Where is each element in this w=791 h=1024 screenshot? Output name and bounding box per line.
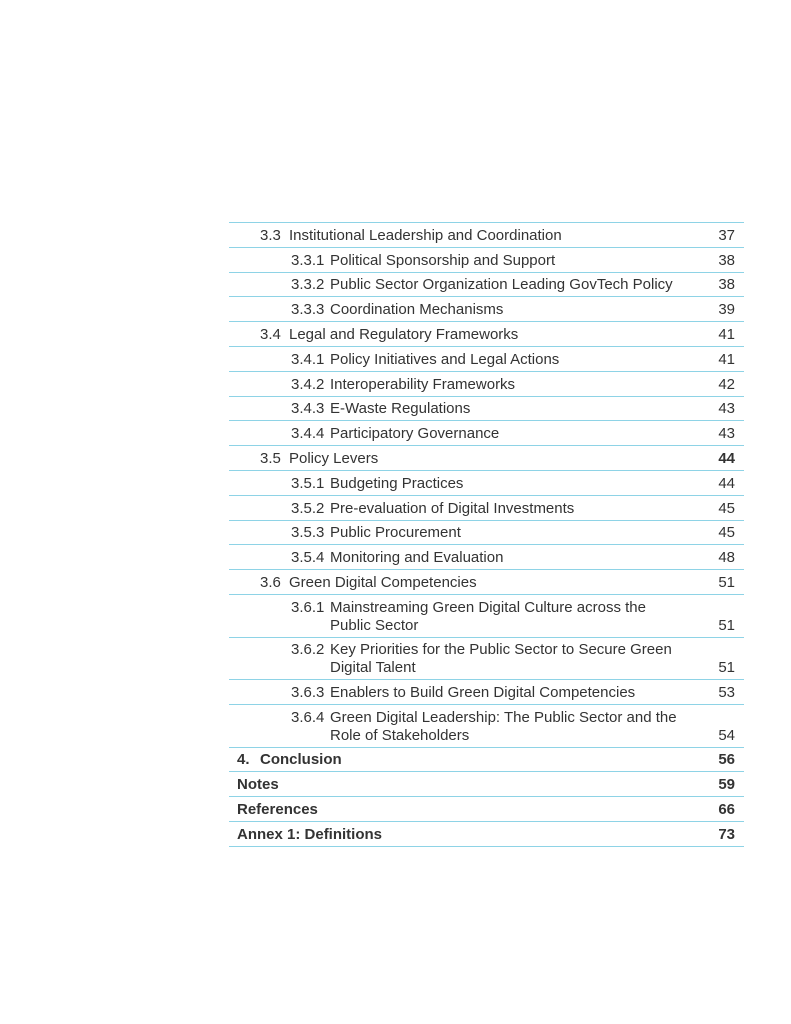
toc-title: Monitoring and Evaluation bbox=[330, 549, 504, 567]
toc-page: 66 bbox=[718, 800, 735, 818]
toc-number: 3.5.4 bbox=[291, 549, 325, 567]
toc-number: 3.3 bbox=[260, 226, 281, 244]
toc-number: 3.6.4 bbox=[291, 708, 325, 726]
toc-row-3-6-1[interactable] bbox=[229, 595, 744, 638]
toc-page: 43 bbox=[718, 400, 735, 418]
toc-page: 59 bbox=[718, 776, 735, 794]
toc-row-3-5-2[interactable] bbox=[229, 496, 744, 521]
table-of-contents bbox=[229, 222, 744, 847]
toc-row-3-6-4[interactable] bbox=[229, 705, 744, 748]
toc-row-3-5-1[interactable] bbox=[229, 471, 744, 496]
toc-number: 3.6.2 bbox=[291, 641, 325, 659]
toc-page: 48 bbox=[718, 549, 735, 567]
toc-title: Legal and Regulatory Frameworks bbox=[289, 325, 519, 343]
toc-page: 51 bbox=[718, 659, 735, 677]
toc-title: Enablers to Build Green Digital Competencies bbox=[330, 683, 636, 701]
toc-page: 45 bbox=[718, 524, 735, 542]
toc-title: Institutional Leadership and Coordination bbox=[289, 226, 562, 244]
toc-title: E-Waste Regulations bbox=[330, 400, 471, 418]
toc-title: Green Digital Competencies bbox=[289, 573, 477, 591]
toc-title-line-2: Public Sector bbox=[330, 616, 419, 634]
toc-row-3-4-2[interactable] bbox=[229, 372, 744, 397]
toc-row-3-3-3[interactable] bbox=[229, 297, 744, 322]
toc-page: 53 bbox=[718, 683, 735, 701]
toc-row-3-3-2[interactable] bbox=[229, 273, 744, 298]
toc-title: Notes bbox=[237, 776, 279, 794]
toc-number: 3.4 bbox=[260, 325, 281, 343]
toc-title-line-1: Key Priorities for the Public Sector to Secure Green bbox=[330, 641, 672, 659]
toc-title: Conclusion bbox=[260, 751, 342, 769]
toc-title-line-1: Green Digital Leadership: The Public Sector and the bbox=[330, 708, 677, 726]
toc-title bbox=[330, 641, 695, 677]
toc-page: 44 bbox=[718, 449, 735, 467]
toc-row-3-6-2[interactable] bbox=[229, 638, 744, 681]
toc-number: 3.3.2 bbox=[291, 276, 325, 294]
toc-page: 51 bbox=[718, 573, 735, 591]
toc-row-3-4[interactable] bbox=[229, 322, 744, 347]
toc-number: 3.5.2 bbox=[291, 499, 325, 517]
toc-number: 3.4.4 bbox=[291, 425, 325, 443]
toc-row-references[interactable] bbox=[229, 797, 744, 822]
toc-row-3-6-3[interactable] bbox=[229, 680, 744, 705]
toc-number: 3.5 bbox=[260, 449, 281, 467]
toc-row-3-5-4[interactable] bbox=[229, 545, 744, 570]
toc-title: Coordination Mechanisms bbox=[330, 301, 504, 319]
toc-page: 43 bbox=[718, 425, 735, 443]
toc-page: 41 bbox=[718, 325, 735, 343]
toc-number: 4. bbox=[237, 751, 250, 769]
toc-number: 3.5.1 bbox=[291, 474, 325, 492]
toc-number: 3.6.3 bbox=[291, 683, 325, 701]
toc-title: Interoperability Frameworks bbox=[330, 375, 516, 393]
toc-number: 3.6 bbox=[260, 573, 281, 591]
toc-row-3-6[interactable] bbox=[229, 570, 744, 595]
toc-title bbox=[330, 709, 695, 745]
toc-number: 3.6.1 bbox=[291, 598, 325, 616]
toc-row-3-4-3[interactable] bbox=[229, 397, 744, 422]
toc-title: Policy Initiatives and Legal Actions bbox=[330, 350, 560, 368]
toc-page: 39 bbox=[718, 301, 735, 319]
toc-title: Public Procurement bbox=[330, 524, 461, 542]
toc-title: Participatory Governance bbox=[330, 425, 500, 443]
toc-page: 54 bbox=[718, 726, 735, 744]
toc-row-3-4-4[interactable] bbox=[229, 421, 744, 446]
toc-number: 3.3.3 bbox=[291, 301, 325, 319]
toc-page: 44 bbox=[718, 474, 735, 492]
toc-page: 41 bbox=[718, 350, 735, 368]
toc-title: Pre-evaluation of Digital Investments bbox=[330, 499, 575, 517]
toc-row-3-4-1[interactable] bbox=[229, 347, 744, 372]
toc-page: 73 bbox=[718, 825, 735, 843]
toc-title: Political Sponsorship and Support bbox=[330, 251, 556, 269]
toc-row-notes[interactable] bbox=[229, 772, 744, 797]
toc-number: 3.4.1 bbox=[291, 350, 325, 368]
toc-title: Public Sector Organization Leading GovTech Policy bbox=[330, 276, 673, 294]
toc-row-annex-1[interactable] bbox=[229, 822, 744, 847]
toc-title bbox=[330, 599, 695, 635]
toc-number: 3.4.3 bbox=[291, 400, 325, 418]
toc-title-line-1: Mainstreaming Green Digital Culture across the bbox=[330, 598, 646, 616]
toc-row-3-5[interactable] bbox=[229, 446, 744, 471]
toc-page: 56 bbox=[718, 751, 735, 769]
toc-page: 42 bbox=[718, 375, 735, 393]
toc-page: 45 bbox=[718, 499, 735, 517]
toc-row-3-5-3[interactable] bbox=[229, 521, 744, 546]
toc-page: 38 bbox=[718, 251, 735, 269]
toc-title-line-2: Digital Talent bbox=[330, 659, 416, 677]
toc-number: 3.3.1 bbox=[291, 251, 325, 269]
toc-row-3-3[interactable] bbox=[229, 223, 744, 248]
toc-row-conclusion[interactable] bbox=[229, 748, 744, 773]
toc-page: 37 bbox=[718, 226, 735, 244]
toc-page: 38 bbox=[718, 276, 735, 294]
toc-number: 3.5.3 bbox=[291, 524, 325, 542]
toc-row-3-3-1[interactable] bbox=[229, 248, 744, 273]
toc-number: 3.4.2 bbox=[291, 375, 325, 393]
toc-title-line-2: Role of Stakeholders bbox=[330, 726, 470, 744]
toc-title: References bbox=[237, 800, 318, 818]
toc-page: 51 bbox=[718, 616, 735, 634]
toc-title: Policy Levers bbox=[289, 449, 379, 467]
toc-title: Annex 1: Definitions bbox=[237, 825, 383, 843]
toc-title: Budgeting Practices bbox=[330, 474, 464, 492]
